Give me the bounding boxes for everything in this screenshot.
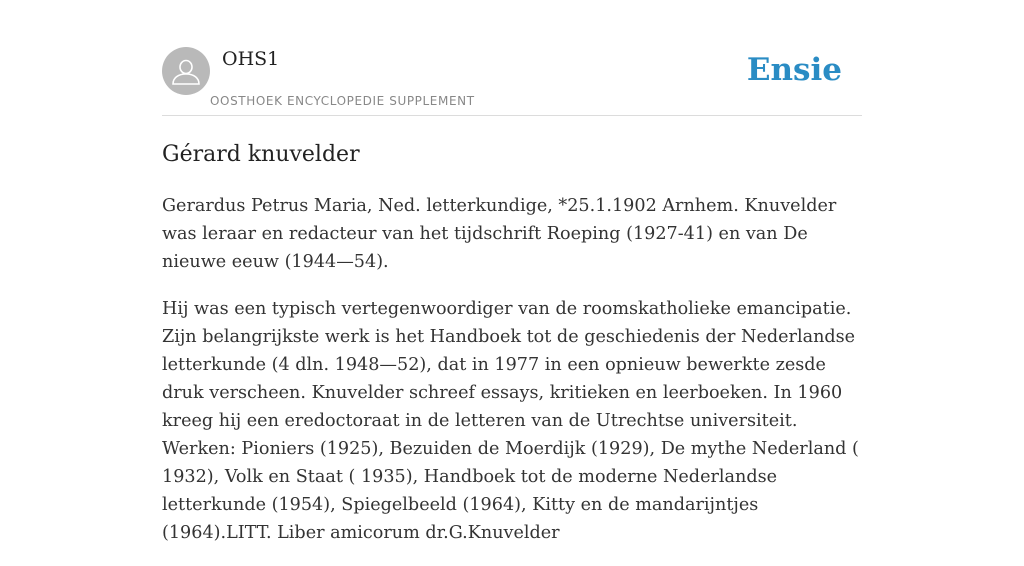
article-title: Gérard knuvelder [162,142,360,167]
source-label[interactable]: OOSTHOEK ENCYCLOPEDIE SUPPLEMENT [210,94,475,108]
article-paragraph: Gerardus Petrus Maria, Ned. letterkundige, *25.1.1902 Arnhem. Knuvelder was leraar en redacteur van het tijdschrift Roeping (1927-41) en van De nieuwe eeuw (1944—54). [162,196,837,272]
article-paragraph: Hij was een typisch vertegenwoordiger van de roomskatholieke emancipatie. Zijn belangrijkste werk is het Handboek tot de geschiedenis der Nederlandse letterkunde (4 dln. 1948—52), dat in 1977 in een opnieuw bewerkte zesde druk verscheen. Knuvelder schreef essays, kritieken en leerboeken. In 1960 kreeg hij een eredoctoraat in de letteren van de Utrechtse universiteit. Werken: Pioniers (1925), Bezuiden de Moerdijk (1929), De mythe Nederland ( 1932), Volk en Staat ( 1935), Handboek tot de moderne Nederlandse letterkunde (1954), Spiegelbeeld (1964), Kitty en de mandarijntjes (1964).LITT. Liber amicorum dr.G.Knuvelder [162,299,859,543]
author-name[interactable]: OHS1 [222,48,280,70]
user-avatar-icon[interactable] [162,47,210,95]
article-body [162,192,864,566]
article-header [162,46,862,116]
brand-logo[interactable]: Ensie [746,52,842,88]
